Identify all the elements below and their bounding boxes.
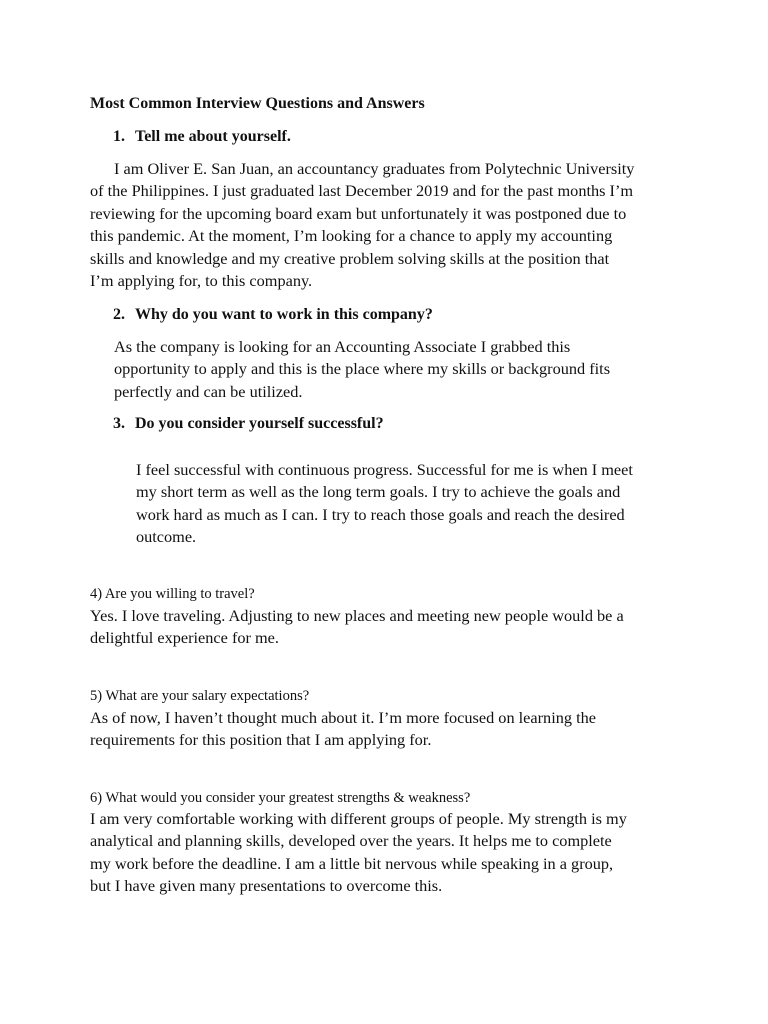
answer-1-line: skills and knowledge and my creative problem solving skills at the position that bbox=[90, 248, 610, 268]
answer-5-line: As of now, I haven’t thought much about it. I’m more focused on learning the bbox=[90, 708, 596, 727]
answer-5 bbox=[90, 707, 596, 752]
answer-1-line: reviewing for the upcoming board exam but unfortunately it was postponed due to bbox=[90, 203, 627, 223]
answer-3-line: outcome. bbox=[136, 527, 197, 547]
answer-6-line: but I have given many presentations to overcome this. bbox=[90, 876, 443, 896]
answer-1-line: this pandemic. At the moment, I’m looking for a chance to apply my accounting bbox=[90, 226, 613, 246]
answer-6-line: analytical and planning skills, developed over the years. It helps me to complete bbox=[90, 831, 612, 851]
question-1-number: 1. bbox=[113, 128, 125, 145]
answer-6 bbox=[90, 808, 627, 898]
answer-4 bbox=[90, 605, 624, 650]
answer-3 bbox=[136, 459, 633, 549]
question-6: 6) What would you consider your greatest strengths & weakness? bbox=[90, 790, 471, 806]
question-2-number: 2. bbox=[113, 306, 125, 323]
answer-1-line: I’m applying for, to this company. bbox=[90, 271, 313, 291]
answer-2-line: perfectly and can be utilized. bbox=[114, 381, 303, 401]
question-4: 4) Are you willing to travel? bbox=[90, 586, 255, 602]
answer-2 bbox=[114, 336, 610, 403]
question-1 bbox=[113, 126, 291, 148]
answer-2-line: As the company is looking for an Accounting Associate I grabbed this bbox=[114, 337, 571, 356]
document-title: Most Common Interview Questions and Answers bbox=[90, 95, 425, 112]
answer-5-line: requirements for this position that I am applying for. bbox=[90, 730, 432, 750]
answer-1-line: I am Oliver E. San Juan, an accountancy graduates from Polytechnic University bbox=[114, 159, 635, 178]
question-2 bbox=[113, 304, 433, 326]
answer-3-line: my short term as well as the long term goals. I try to achieve the goals and bbox=[136, 482, 621, 502]
question-2-text: Why do you want to work in this company? bbox=[135, 306, 433, 323]
answer-2-line: opportunity to apply and this is the place where my skills or background fits bbox=[114, 359, 611, 379]
question-3 bbox=[113, 413, 384, 435]
answer-4-line: delightful experience for me. bbox=[90, 628, 279, 648]
answer-3-line: work hard as much as I can. I try to reach those goals and reach the desired bbox=[136, 504, 625, 524]
question-3-number: 3. bbox=[113, 415, 125, 432]
answer-1 bbox=[90, 158, 634, 292]
answer-6-line: my work before the deadline. I am a little bit nervous while speaking in a group, bbox=[90, 853, 614, 873]
answer-1-line: of the Philippines. I just graduated last December 2019 and for the past months I’m bbox=[90, 181, 634, 201]
question-3-text: Do you consider yourself successful? bbox=[135, 415, 384, 432]
answer-3-line: I feel successful with continuous progress. Successful for me is when I meet bbox=[136, 460, 633, 479]
question-5: 5) What are your salary expectations? bbox=[90, 688, 310, 704]
question-1-text: Tell me about yourself. bbox=[135, 128, 291, 145]
answer-4-line: Yes. I love traveling. Adjusting to new places and meeting new people would be a bbox=[90, 606, 624, 625]
answer-6-line: I am very comfortable working with different groups of people. My strength is my bbox=[90, 809, 627, 828]
